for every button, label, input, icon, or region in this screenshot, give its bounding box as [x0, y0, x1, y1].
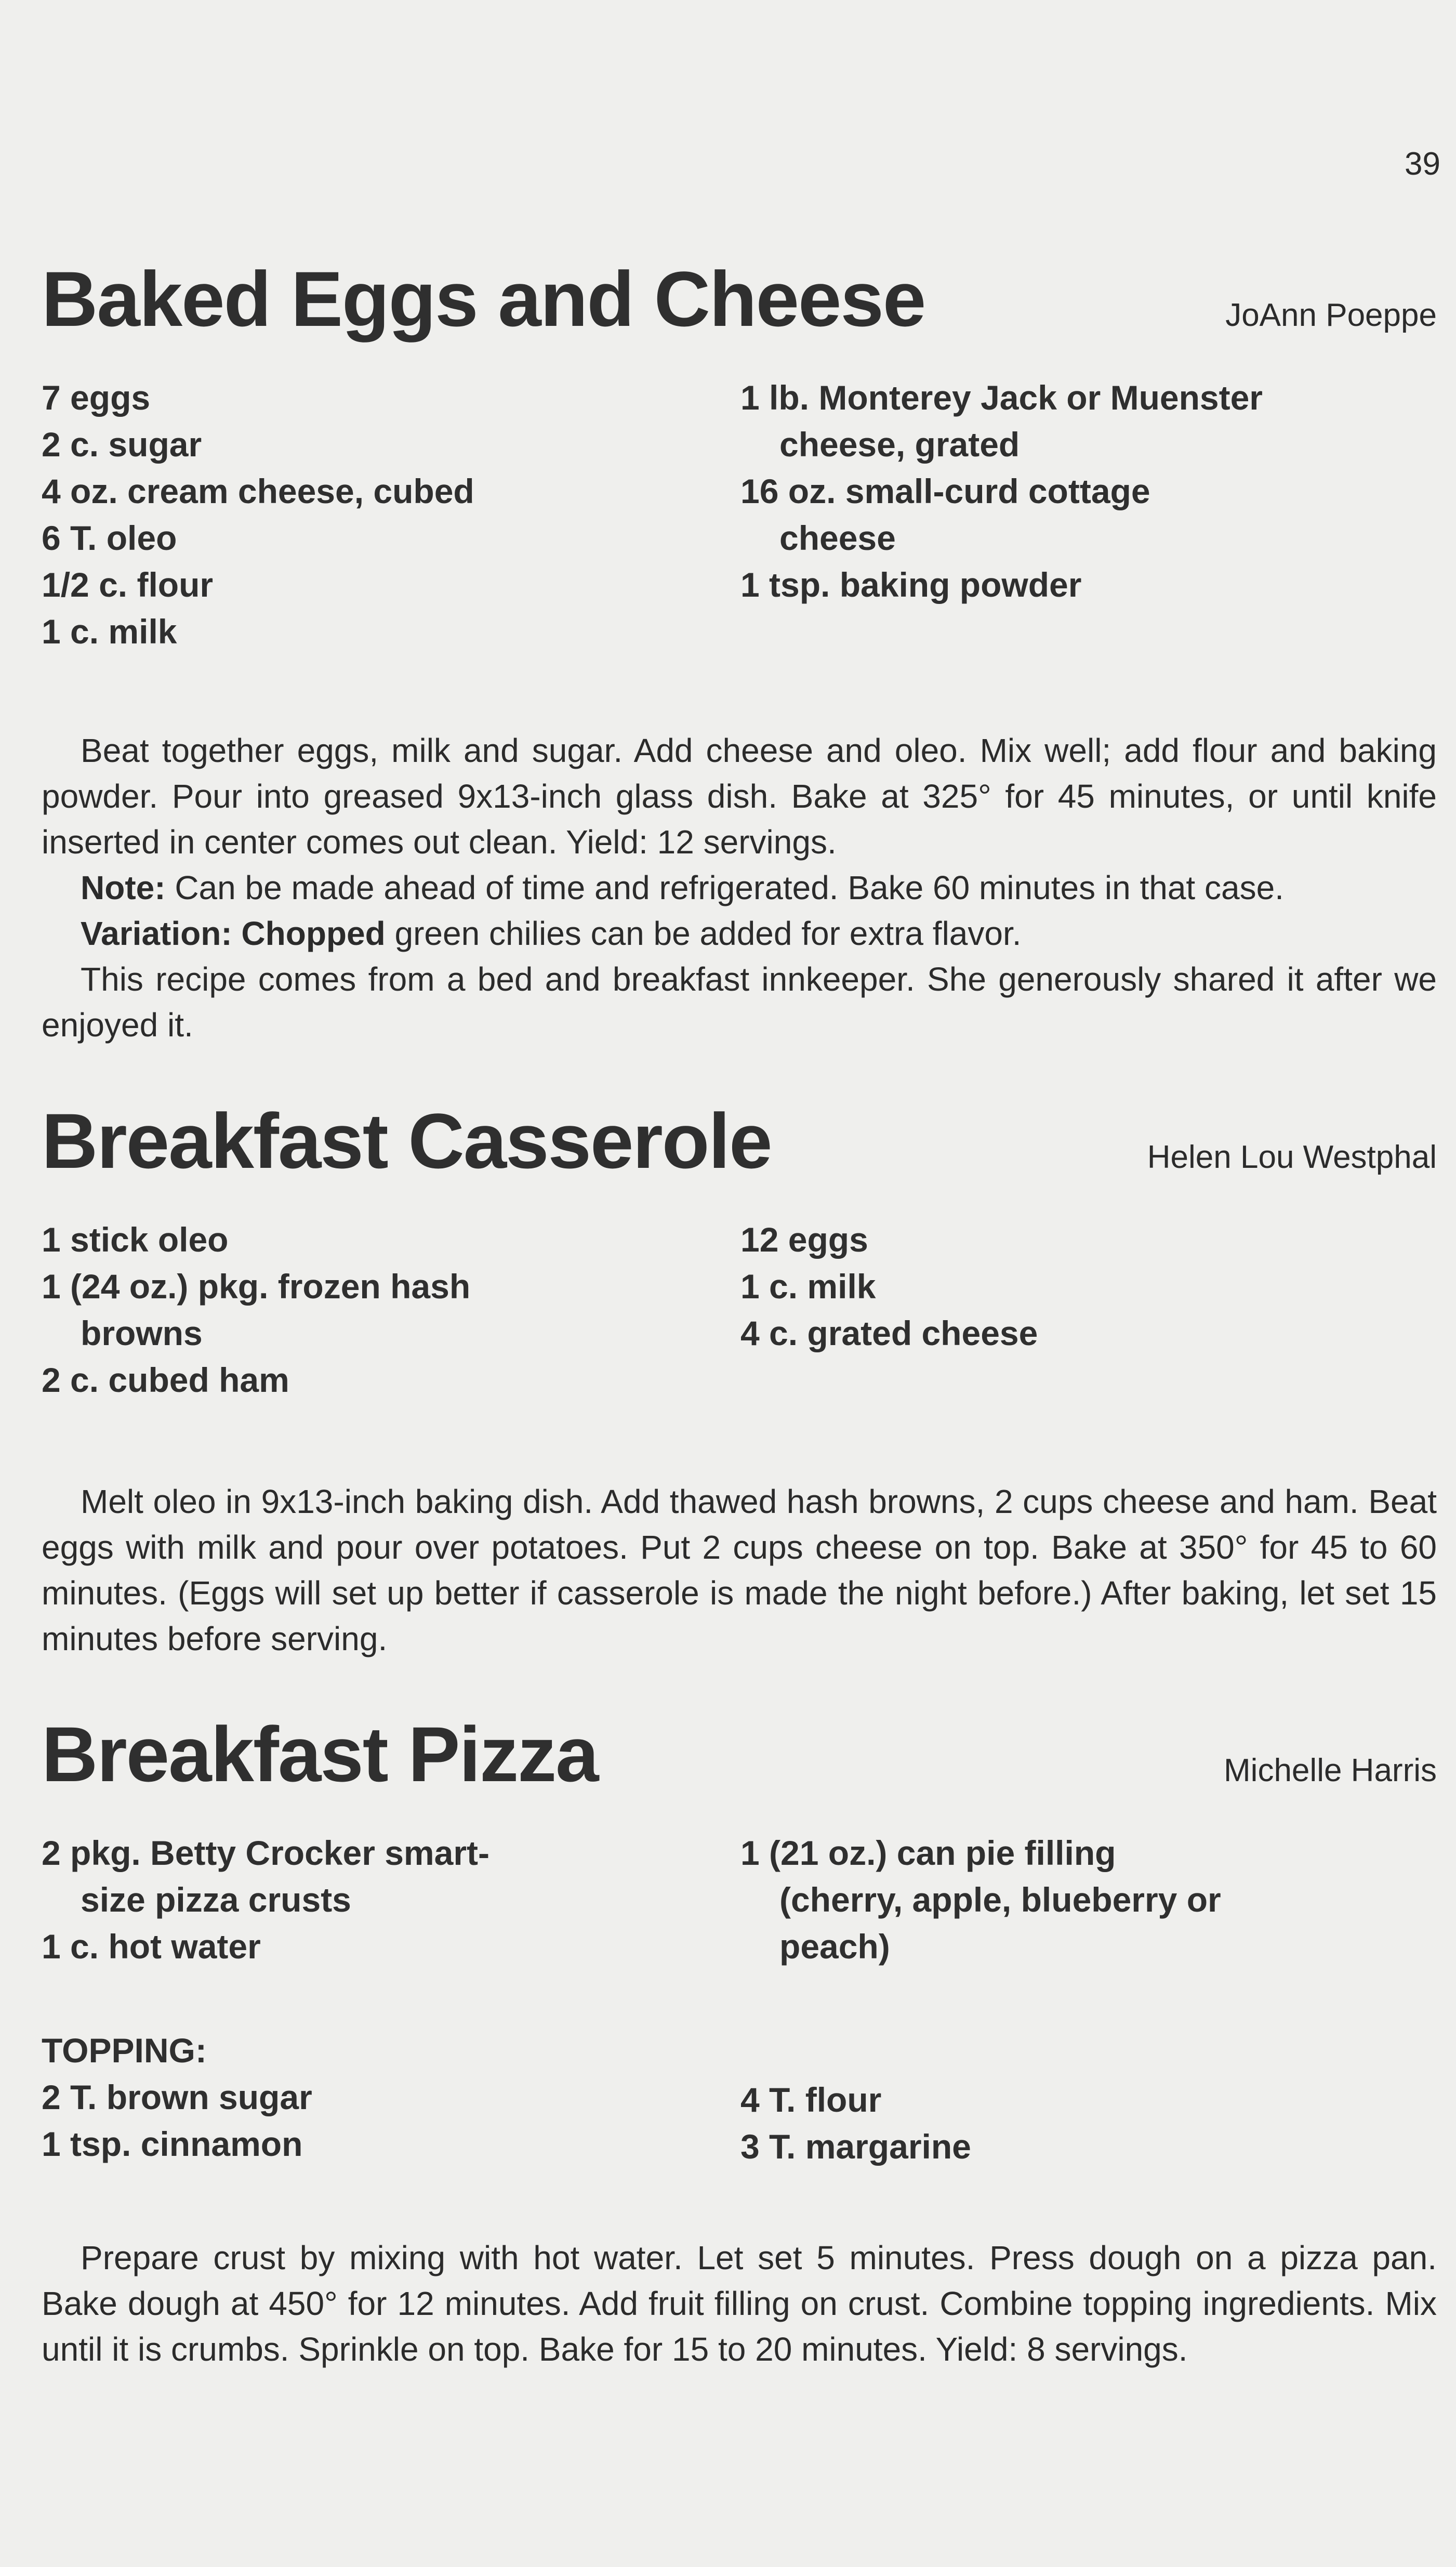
ingredient: 2 c. cubed ham [42, 1361, 289, 1399]
ingredient: 1 c. milk [42, 612, 177, 651]
recipe-title: Breakfast Pizza [42, 1710, 598, 1798]
recipe-breakfast-pizza [42, 1710, 1437, 2166]
para-text: green chilies can be added for extra flavor. [385, 915, 1022, 952]
ingredient: 1 tsp. cinnamon [42, 2125, 303, 2163]
ingredient-continuation: cheese [779, 519, 896, 557]
ingredient-column-left [42, 1829, 717, 1970]
ingredient: 1 (24 oz.) pkg. frozen hash [42, 1267, 471, 1306]
ingredient: 16 oz. small-curd cottage [740, 472, 1150, 510]
variation-paragraph [42, 911, 1437, 956]
para-lead: Variation: Chopped [81, 915, 386, 952]
ingredient-continuation: (cherry, apple, blueberry or [779, 1880, 1221, 1919]
ingredient-list [42, 1829, 1437, 2027]
topping-label: TOPPING: [42, 2031, 207, 2070]
recipe-title: Breakfast Casserole [42, 1097, 772, 1184]
ingredient-continuation: size pizza crusts [81, 1880, 351, 1919]
ingredient: 1 lb. Monterey Jack or Muenster [740, 378, 1263, 417]
direction-paragraph [42, 1479, 1437, 1662]
ingredient: 2 T. brown sugar [42, 2078, 312, 2116]
para-text: This recipe comes from a bed and breakfast innkeeper. She generously shared it after we enjoyed it. [42, 960, 1437, 1044]
recipe-author: Helen Lou Westphal [1147, 1139, 1437, 1175]
recipe-directions [42, 1479, 1437, 1662]
ingredient: 1 stick oleo [42, 1220, 229, 1259]
recipe-directions [42, 2235, 1437, 2372]
direction-paragraph [42, 2235, 1437, 2372]
ingredient: 2 pkg. Betty Crocker smart- [42, 1834, 489, 1872]
ingredient-continuation: browns [81, 1314, 203, 1352]
para-text: Beat together eggs, milk and sugar. Add cheese and oleo. Mix well; add flour and baking powder. Pour into greased 9x13-inch glass dish. Bake at 325° for 45 minutes, or until knife inserted in center comes out clean. Yield: 12 servings. [42, 732, 1437, 861]
ingredient: 4 oz. cream cheese, cubed [42, 472, 474, 510]
para-lead: Note: [81, 869, 166, 906]
para-text: Melt oleo in 9x13-inch baking dish. Add thawed hash browns, 2 cups cheese and ham. Beat eggs with milk and pour over potatoes. Put 2 cups cheese on top. Bake at 350° for 45 to 60 minutes. (Eggs will set up better if casserole is made the night before.) After baking, let set 15 minutes before serving. [42, 1483, 1437, 1657]
para-text: Prepare crust by mixing with hot water. Let set 5 minutes. Press dough on a pizza pan. Bake dough at 450° for 12 minutes. Add fruit filling on crust. Combine topping ingredients. Mix until it is crumbs. Sprinkle on top. Bake for 15 to 20 minutes. Yield: 8 servings. [42, 2239, 1437, 2368]
ingredient-column-right [740, 374, 1437, 608]
ingredient: 1 c. milk [740, 1267, 876, 1306]
ingredient-continuation: cheese, grated [779, 425, 1020, 464]
ingredient: 3 T. margarine [740, 2127, 971, 2166]
ingredient-continuation: peach) [779, 1927, 890, 1966]
recipe-directions [42, 728, 1437, 1048]
ingredient: 6 T. oleo [42, 519, 177, 557]
ingredient: 1 (21 oz.) can pie filling [740, 1834, 1116, 1872]
comment-paragraph [42, 956, 1437, 1048]
ingredient: 12 eggs [740, 1220, 868, 1259]
ingredient: 4 T. flour [740, 2081, 882, 2119]
ingredient: 1 c. hot water [42, 1927, 261, 1966]
ingredient-column-right [740, 1216, 1437, 1357]
direction-paragraph [42, 728, 1437, 865]
topping-column-right [740, 2076, 1437, 2170]
page-number: 39 [1405, 146, 1440, 182]
recipe-author: Michelle Harris [1224, 1753, 1437, 1788]
ingredient: 1 tsp. baking powder [740, 565, 1082, 604]
topping-column-left [42, 2027, 717, 2167]
ingredient-column-right [740, 1829, 1437, 1970]
ingredient: 1/2 c. flour [42, 565, 214, 604]
recipe-title: Baked Eggs and Cheese [42, 255, 925, 343]
recipe-author: JoAnn Poeppe [1225, 297, 1437, 333]
ingredient-column-left [42, 374, 717, 655]
ingredient: 7 eggs [42, 378, 151, 417]
ingredient-column-left [42, 1216, 717, 1403]
note-paragraph [42, 865, 1437, 911]
recipe-baked-eggs-and-cheese [42, 255, 1437, 651]
ingredient: 2 c. sugar [42, 425, 202, 464]
recipe-breakfast-casserole [42, 1097, 1437, 1399]
para-text: Can be made ahead of time and refrigerated. Bake 60 minutes in that case. [165, 869, 1284, 906]
ingredient: 4 c. grated cheese [740, 1314, 1038, 1352]
